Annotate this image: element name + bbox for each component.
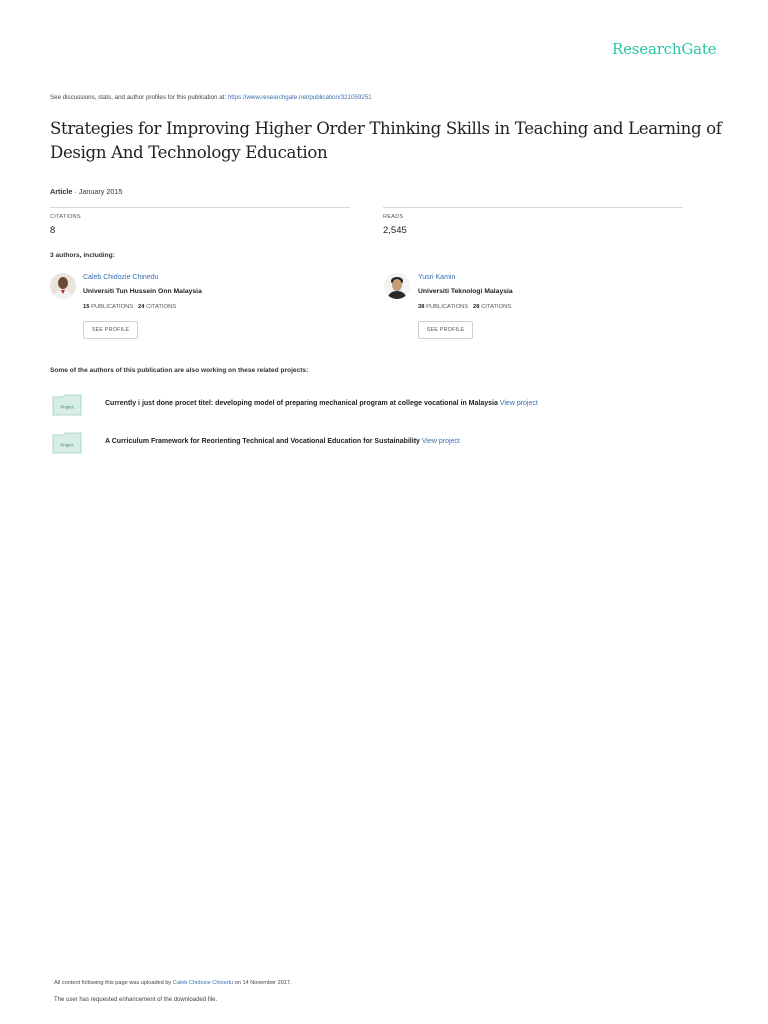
view-project-link[interactable]: View project (499, 400, 538, 407)
citations-label: CITATIONS (50, 214, 81, 220)
author-affiliation: Universiti Tun Hussein Onn Malaysia (83, 288, 202, 295)
author-citations-label: CITATIONS (146, 304, 177, 310)
author-affiliation: Universiti Teknologi Malaysia (418, 288, 513, 295)
author-citations-count: 24 (138, 304, 145, 310)
project-icon[interactable] (52, 394, 82, 414)
author-stats (418, 304, 511, 310)
view-project-link[interactable]: View project (421, 438, 460, 445)
author-citations-count: 28 (473, 304, 480, 310)
reads-label: READS (383, 214, 404, 220)
author-citations-label: CITATIONS (481, 304, 512, 310)
enhancement-note: The user has requested enhancement of the downloaded file. (54, 997, 218, 1003)
folder-icon (52, 432, 82, 454)
project-item (105, 438, 460, 445)
avatar[interactable] (50, 273, 76, 299)
publication-url-link[interactable]: https://www.researchgate.net/publication/321059251 (227, 94, 372, 101)
publication-title: Strategies for Improving Higher Order Thinking Skills in Teaching and Learning of Design And Technology Education (50, 119, 722, 162)
project-icon-label: Project (60, 404, 74, 410)
upload-suffix: on 14 November 2017. (234, 980, 292, 986)
publication-date: January 2015 (78, 187, 123, 196)
citations-divider (50, 207, 350, 208)
upload-prefix: All content following this page was uploaded by (54, 980, 172, 986)
researchgate-logo[interactable]: ResearchGate (612, 40, 717, 58)
upload-note (54, 980, 292, 986)
meta-separator: · (72, 187, 79, 196)
author-publications-count: 15 (83, 304, 90, 310)
avatar[interactable] (384, 273, 410, 299)
publication-type: Article (50, 187, 73, 196)
reads-divider (383, 207, 683, 208)
author-name-link[interactable]: Caleb Chidozie Chinedu (83, 274, 159, 281)
project-title: A Curriculum Framework for Reorienting Technical and Vocational Education for Sustainability (105, 438, 420, 445)
header-intro-text: See discussions, stats, and author profiles for this publication at: (50, 94, 227, 101)
reads-value: 2,545 (383, 225, 407, 236)
projects-heading: Some of the authors of this publication are also working on these related projects: (50, 367, 309, 374)
header-intro-line (50, 94, 372, 101)
author-name-link[interactable]: Yusri Kamin (418, 274, 456, 281)
author-publications-label: PUBLICATIONS (91, 304, 134, 310)
author-publications-count: 38 (418, 304, 425, 310)
project-icon-label: Project (60, 442, 74, 448)
author-publications-label: PUBLICATIONS (426, 304, 469, 310)
project-title: Currently i just done procet titel: developing model of preparing mechanical program at college vocational in Malaysia (105, 400, 498, 407)
author-stats (83, 304, 176, 310)
folder-icon (52, 394, 82, 416)
project-icon[interactable] (52, 432, 82, 452)
author-photo-icon (50, 273, 76, 299)
citations-value: 8 (50, 225, 56, 236)
see-profile-button[interactable]: SEE PROFILE (83, 321, 138, 339)
project-item (105, 400, 538, 407)
author-photo-icon (384, 273, 410, 299)
uploader-link[interactable]: Caleb Chidozie Chinedu (172, 980, 234, 986)
see-profile-button[interactable]: SEE PROFILE (418, 321, 473, 339)
publication-meta (50, 187, 122, 196)
authors-heading: 3 authors, including: (50, 252, 115, 259)
